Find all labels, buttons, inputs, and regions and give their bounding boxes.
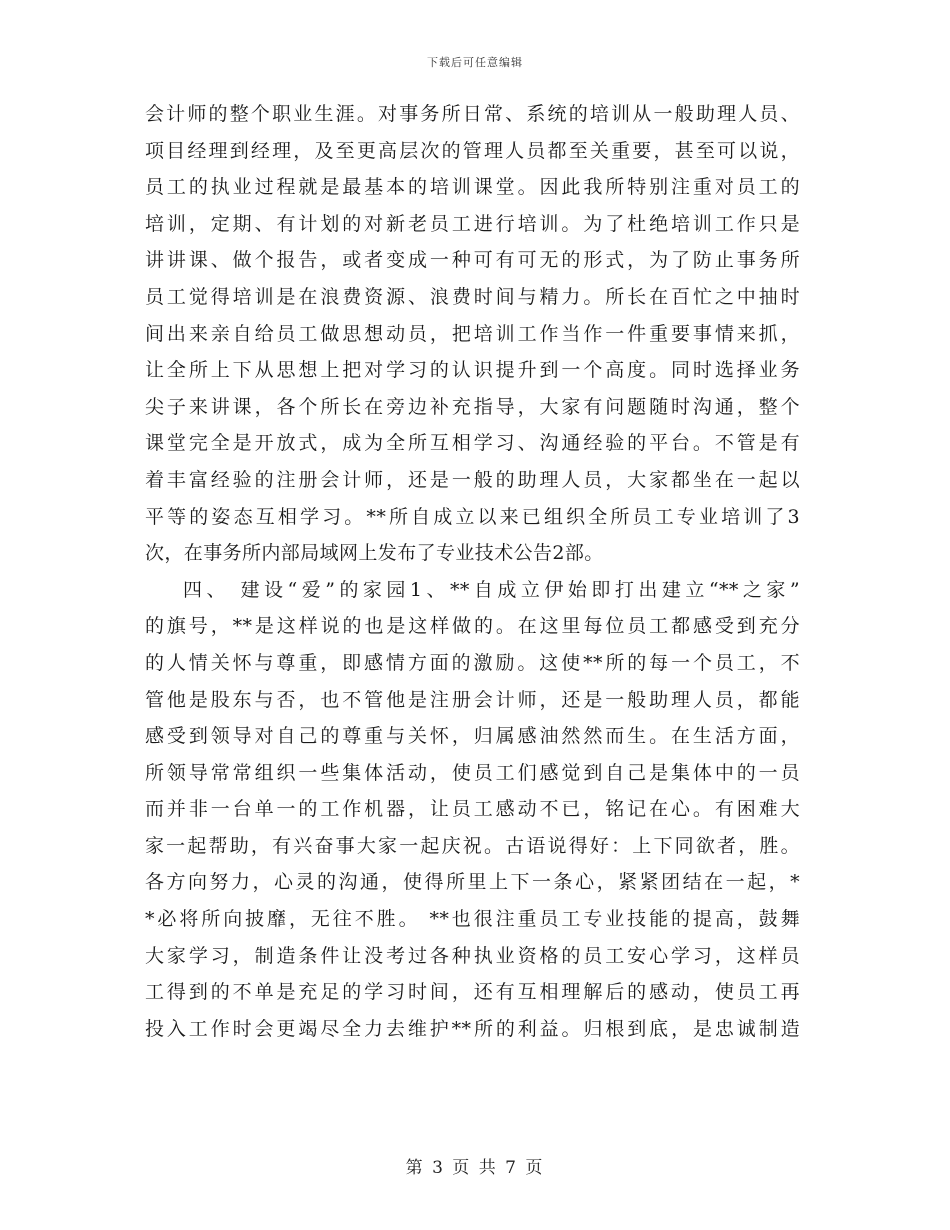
text-line: 投入工作时会更竭尽全力去维护**所的利益。归根到底，是忠诚制造 — [145, 1017, 800, 1040]
text-line: 让全所上下从思想上把对学习的认识提升到一个高度。同时选择业务 — [145, 359, 800, 382]
text-line: 所领导常常组织一些集体活动，使员工们感觉到自己是集体中的一员 — [145, 761, 800, 784]
text-line: *必将所向披靡，无往不胜。 **也很注重员工专业技能的提高，鼓舞 — [145, 908, 800, 931]
text-line: 的人情关怀与尊重，即感情方面的激励。这使**所的每一个员工，不 — [145, 651, 800, 674]
paragraph-training — [145, 96, 800, 572]
text-line: 管他是股东与否，也不管他是注册会计师，还是一般助理人员，都能 — [145, 688, 800, 711]
text-line: 各方向努力，心灵的沟通，使得所里上下一条心，紧紧团结在一起，* — [145, 871, 800, 894]
page-number-footer: 第 3 页 共 7 页 — [405, 1158, 545, 1178]
text-line: 次，在事务所内部局域网上发布了专业技术公告2部。 — [145, 542, 604, 565]
text-line: 尖子来讲课，各个所长在旁边补充指导，大家有问题随时沟通，整个 — [145, 395, 800, 418]
text-line: 而并非一台单一的工作机器，让员工感动不已，铭记在心。有困难大 — [145, 798, 800, 821]
text-line: 会计师的整个职业生涯。对事务所日常、系统的培训从一般助理人员、 — [145, 103, 800, 125]
page-header: 下载后可任意编辑 — [427, 56, 523, 69]
text-line: 平等的姿态互相学习。**所自成立以来已组织全所员工专业培训了3 — [145, 505, 800, 528]
text-line: 工得到的不单是充足的学习时间，还有互相理解后的感动，使员工再 — [145, 981, 800, 1004]
text-line: 培训，定期、有计划的对新老员工进行培训。为了杜绝培训工作只是 — [145, 212, 800, 235]
text-line: 家一起帮助，有兴奋事大家一起庆祝。古语说得好：上下同欲者，胜。 — [145, 834, 800, 857]
text-line: 着丰富经验的注册会计师，还是一般的助理人员，大家都坐在一起以 — [145, 468, 800, 491]
text-line: 感受到领导对自己的尊重与关怀，归属感油然然而生。在生活方面， — [145, 725, 800, 748]
document-body — [145, 96, 800, 1047]
text-line: 的旗号，**是这样说的也是这样做的。在这里每位员工都感受到充分 — [145, 615, 800, 638]
text-line: 员工觉得培训是在浪费资源、浪费时间与精力。所长在百忙之中抽时 — [145, 285, 800, 308]
text-line: 项目经理到经理，及至更高层次的管理人员都至关重要，甚至可以说， — [145, 139, 800, 162]
text-line: 大家学习，制造条件让没考过各种执业资格的员工安心学习，这样员 — [145, 944, 800, 967]
text-line: 间出来亲自给员工做思想动员，把培训工作当作一件重要事情来抓， — [145, 322, 800, 345]
text-line: 员工的执业过程就是最基本的培训课堂。因此我所特别注重对员工的 — [145, 176, 800, 199]
section-heading-line: 四、 建设“爱”的家园1、**自成立伊始即打出建立“**之家” — [183, 578, 800, 601]
text-line: 讲讲课、做个报告，或者变成一种可有可无的形式，为了防止事务所 — [145, 249, 800, 272]
paragraph-section-four — [145, 572, 800, 1048]
text-line: 课堂完全是开放式，成为全所互相学习、沟通经验的平台。不管是有 — [145, 432, 800, 455]
